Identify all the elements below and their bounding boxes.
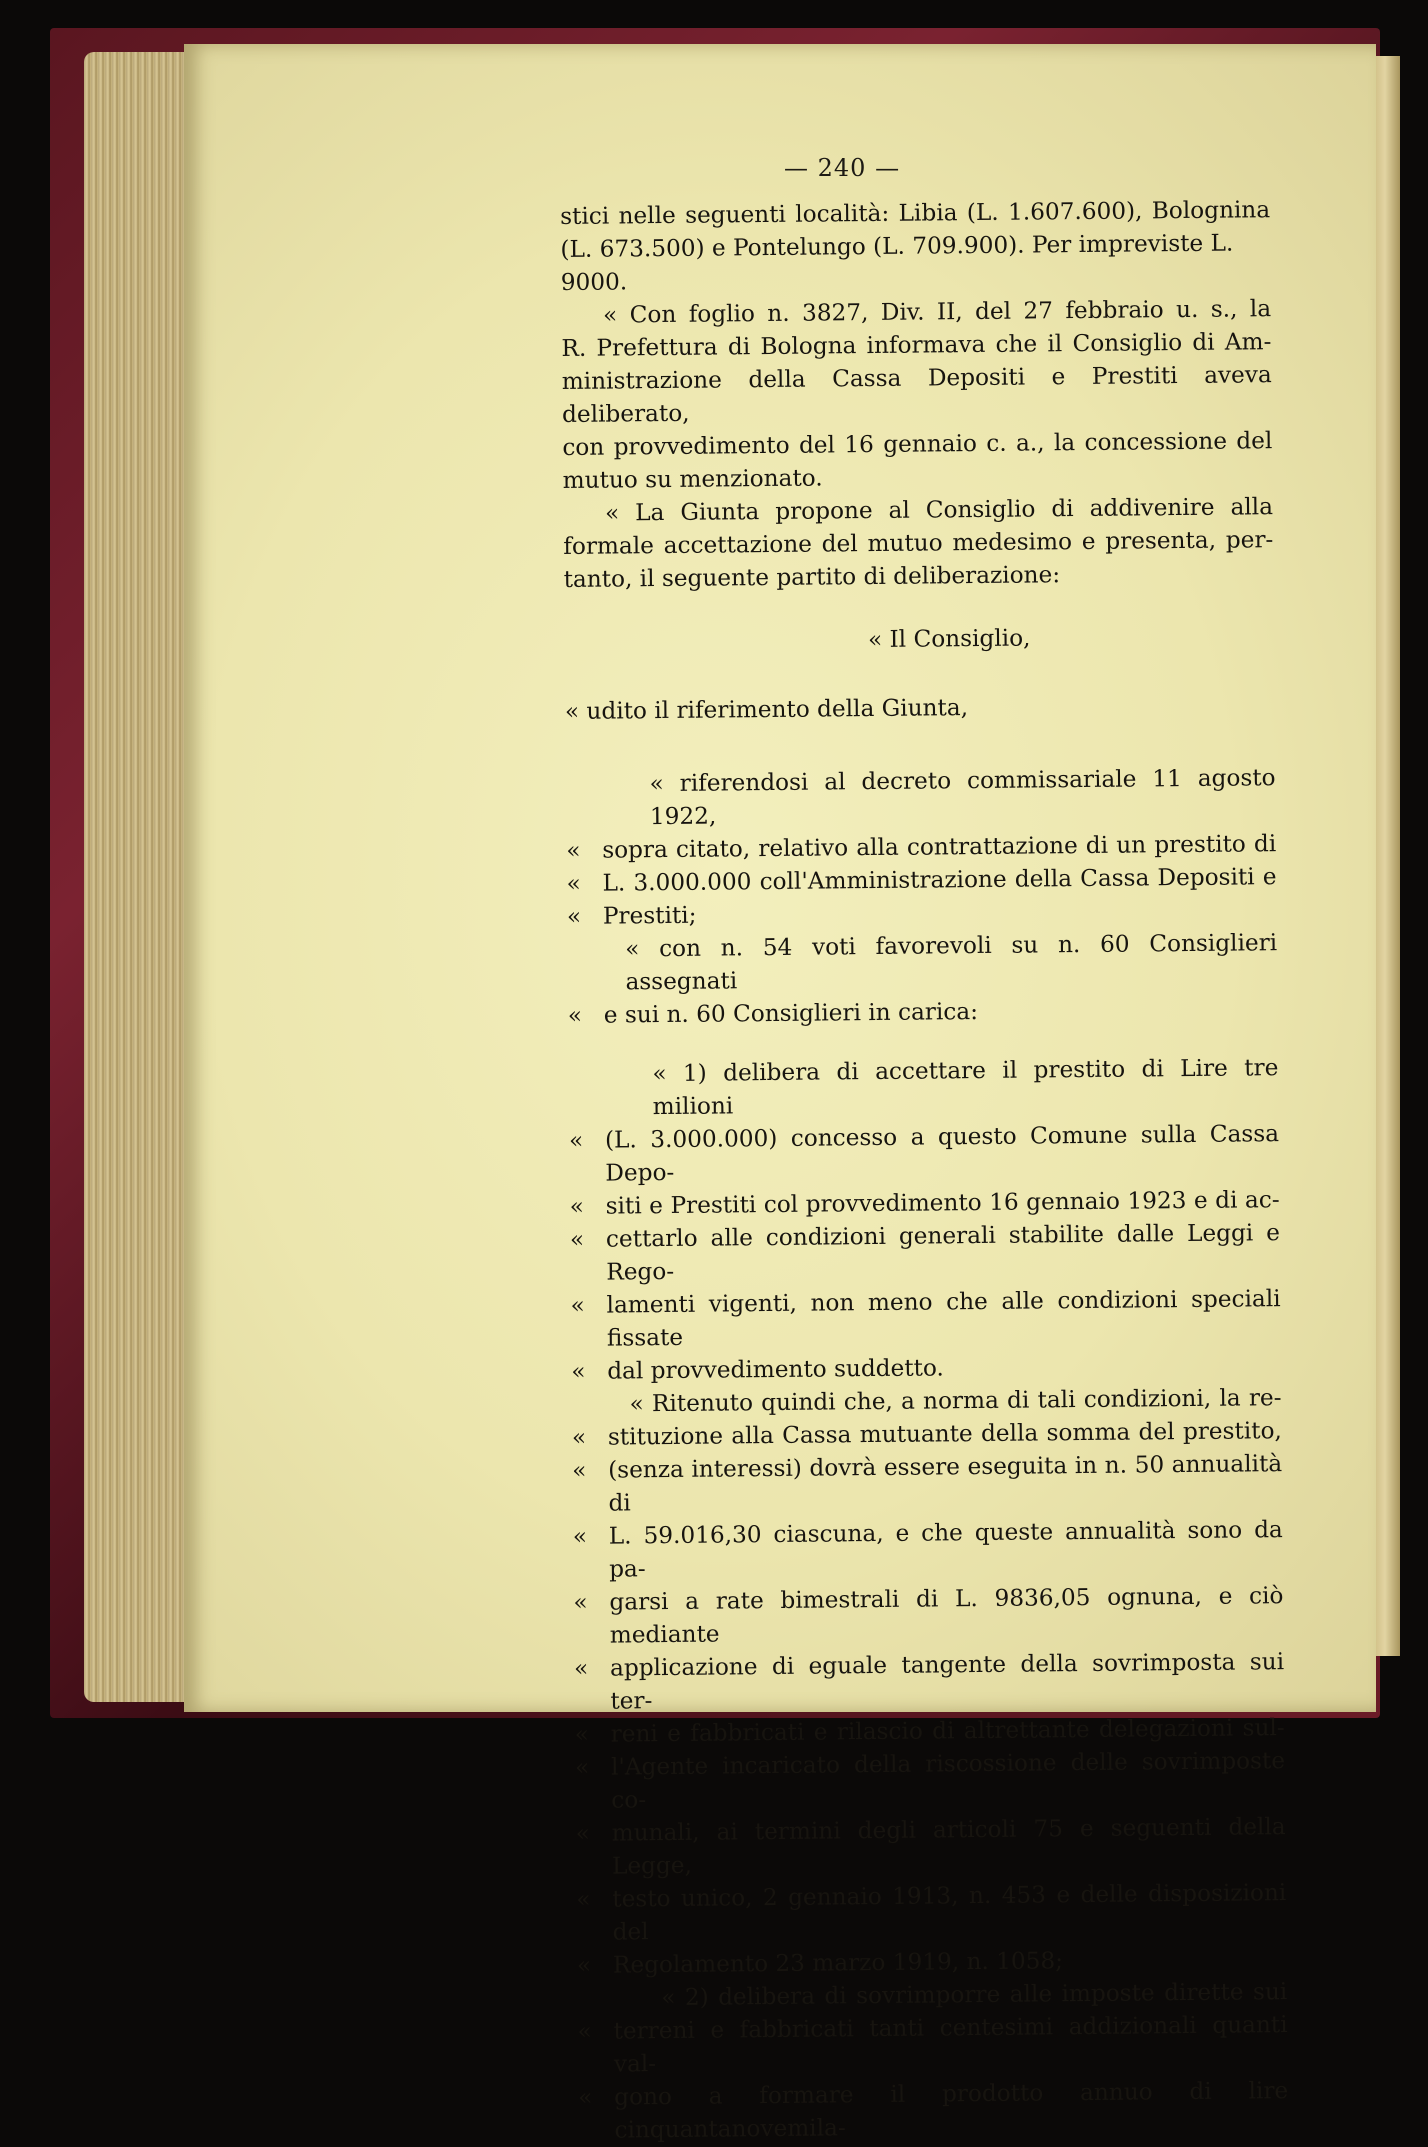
- quoted-text: reni e fabbricati e rilascio di altrettante delegazioni sul-: [610, 1714, 1285, 1748]
- quoted-line: [573, 1579, 1284, 1652]
- quote-mark: «: [573, 1654, 589, 1682]
- text-line: tanto, il seguente partito di deliberazione:: [563, 561, 1061, 593]
- quote-mark: «: [577, 2017, 592, 2045]
- quoted-text: cettarlo alle condizioni generali stabilite dalle Leggi e Rego-: [605, 1219, 1281, 1286]
- quote-mark: «: [566, 836, 581, 864]
- quoted-text: testo unico, 2 gennaio 1913, n. 453 e delle disposizioni del: [612, 1879, 1287, 1946]
- quoted-text: munali, ai termini degli articoli 75 e seguenti della Legge,: [611, 1813, 1286, 1880]
- quote-mark: «: [569, 1192, 584, 1220]
- quoted-line: [569, 1117, 1280, 1190]
- text-line: « 1) delibera di accettare il prestito di Lire tre milioni: [652, 1054, 1279, 1121]
- quote-mark: «: [571, 1357, 586, 1385]
- text-line: (L. 673.500) e Pontelungo (L. 709.900). Per impreviste L. 9000.: [560, 229, 1234, 296]
- quote-mark: «: [575, 1819, 590, 1847]
- quoted-text: terreni e fabbricati tanti centesimi addizionali quanti val-: [613, 2011, 1288, 2078]
- quoted-line: [577, 2008, 1288, 2081]
- quote-mark: «: [573, 1588, 588, 1616]
- text-line: « udito il riferimento della Giunta,: [564, 694, 969, 725]
- quoted-text: siti e Prestiti col provvedimento 16 gennaio 1923 e di ac-: [605, 1186, 1280, 1220]
- text-line: « 2) delibera di sovrimporre alle imposte dirette sui: [661, 1978, 1288, 2012]
- text-line: « La Giunta propone al Consiglio di addivenire alla: [604, 493, 1274, 527]
- quoted-line: [578, 2074, 1289, 2147]
- text-line: R. Prefettura di Bologna informava che il Consiglio di Am-: [561, 328, 1272, 362]
- text-line: « Con foglio n. 3827, Div. II, del 27 febbraio u. s., la: [602, 295, 1272, 329]
- quote-mark: «: [578, 2083, 593, 2111]
- page-body-text: [560, 193, 1289, 2147]
- quoted-line: [575, 1744, 1286, 1817]
- text-line: ministrazione della Cassa Depositi e Prestiti aveva deliberato,: [561, 361, 1272, 428]
- quoted-text: l'Agente incaricato della riscossione delle sovrimposte co-: [610, 1747, 1286, 1814]
- quoted-text: (L. 3.000.000) concesso a questo Comune sulla Cassa Depo-: [604, 1120, 1280, 1187]
- quoted-text: gono a formare il prodotto annuo di lire cinquantanovemila-: [614, 2077, 1289, 2144]
- text-line: stici nelle seguenti località: Libia (L. 1.607.600), Bolognina: [560, 196, 1271, 230]
- text-line: mutuo su menzionato.: [562, 464, 823, 494]
- text-line: « Ritenuto quindi che, a norma di tali condizioni, la re-: [629, 1384, 1282, 1418]
- quoted-text: L. 3.000.000 coll'Amministrazione della Cassa Depositi e: [602, 863, 1277, 897]
- quoted-line: [574, 1645, 1285, 1718]
- quoted-line: [572, 1447, 1283, 1520]
- quote-mark: «: [576, 1885, 591, 1913]
- quote-mark: «: [572, 1522, 588, 1550]
- quote-mark: «: [570, 1291, 585, 1319]
- quoted-text: sopra citato, relativo alla contrattazione di un prestito di: [602, 830, 1277, 864]
- quoted-line: [576, 1876, 1287, 1949]
- quoted-text: L. 59.016,30 ciascuna, e che queste annualità sono da pa-: [608, 1516, 1283, 1583]
- text-line: con provvedimento del 16 gennaio c. a., la concessione del: [562, 427, 1273, 461]
- quote-mark: «: [572, 1456, 587, 1484]
- quoted-text: e sui n. 60 Consiglieri in carica:: [603, 998, 979, 1029]
- quoted-text: garsi a rate bimestrali di L. 9836,05 ognuna, e ciò mediante: [609, 1582, 1284, 1649]
- quote-mark: «: [574, 1753, 590, 1781]
- quoted-line: [570, 1282, 1281, 1355]
- quoted-text: dal provvedimento suddetto.: [607, 1354, 944, 1385]
- quoted-text: Prestiti;: [602, 901, 697, 930]
- quoted-line: [576, 1810, 1287, 1883]
- quote-mark: «: [568, 1126, 584, 1154]
- quote-mark: «: [566, 902, 582, 930]
- quote-mark: «: [574, 1720, 590, 1748]
- quoted-text: lamenti vigenti, non meno che alle condizioni speciali fissate: [606, 1285, 1281, 1352]
- quote-mark: «: [569, 1225, 585, 1253]
- quoted-line: [570, 1216, 1281, 1289]
- il-consiglio-heading: « Il Consiglio,: [867, 624, 1031, 654]
- text-line: « riferendosi al decreto commissariale 11 agosto 1922,: [649, 764, 1276, 831]
- quote-mark: «: [576, 1951, 592, 1979]
- quoted-line: [568, 992, 1278, 1032]
- quoted-text: stituzione alla Cassa mutuante della somma del prestito,: [607, 1417, 1282, 1451]
- quoted-line: [573, 1513, 1284, 1586]
- quote-mark: «: [567, 1001, 583, 1029]
- quote-mark: «: [571, 1423, 587, 1451]
- quoted-text: (senza interessi) dovrà essere eseguita in n. 50 annualità di: [608, 1450, 1283, 1517]
- page-number: — 240 —: [784, 154, 901, 182]
- quoted-text: Regolamento 23 marzo 1919, n. 1058;: [612, 1947, 1064, 1979]
- text-line: « con n. 54 voti favorevoli su n. 60 Consiglieri assegnati: [625, 929, 1278, 996]
- text-line: formale accettazione del mutuo medesimo e presenta, per-: [563, 526, 1274, 560]
- quote-mark: «: [566, 869, 581, 897]
- quoted-text: applicazione di eguale tangente della sovrimposta sui ter-: [609, 1648, 1285, 1715]
